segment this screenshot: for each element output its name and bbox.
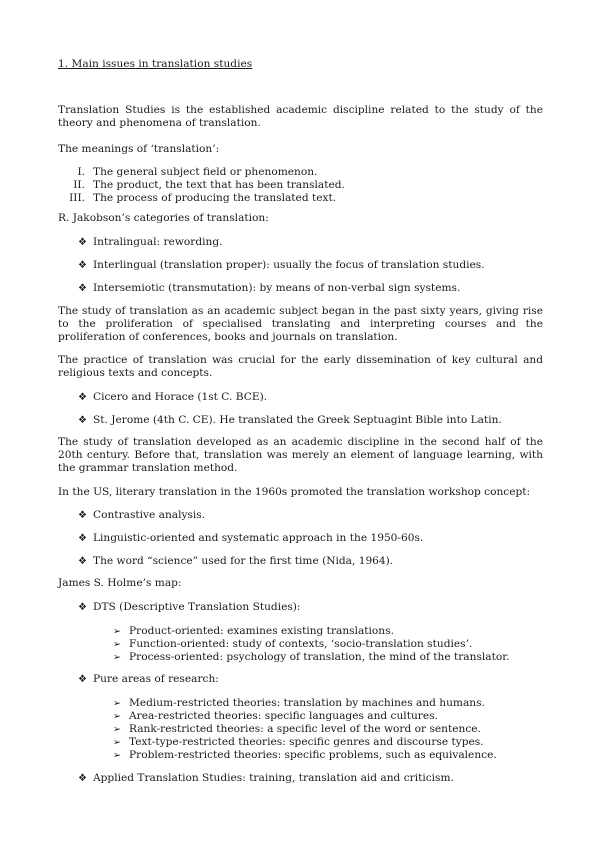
arrow-bullet-icon: ➢: [113, 698, 121, 709]
list-item: [78, 282, 548, 295]
meaning-text: The product, the text that has been translated.: [93, 179, 345, 191]
diamond-bullet-icon: ❖: [78, 283, 87, 294]
sub-list-item: [113, 638, 553, 651]
list-item-text: St. Jerome (4th C. CE). He translated the Greek Septuagint Bible into Latin.: [93, 414, 502, 426]
meaning-item: [58, 166, 543, 179]
sub-list-item-text: Process-oriented: psychology of translation, the mind of the translator.: [129, 651, 510, 663]
developed-paragraph: The study of translation developed as an academic discipline in the second half of the 20th century. Before that, translation was merely an element of language learning, with the grammar translation method.: [58, 436, 543, 474]
diamond-bullet-icon: ❖: [78, 602, 87, 613]
sub-list-item: [113, 710, 553, 723]
diamond-bullet-icon: ❖: [78, 773, 87, 784]
sub-list-item-text: Area-restricted theories: specific languages and cultures.: [129, 710, 438, 722]
diamond-bullet-icon: ❖: [78, 260, 87, 271]
list-item-text: Pure areas of research:: [93, 673, 219, 685]
arrow-bullet-icon: ➢: [113, 639, 121, 650]
list-item: [78, 673, 548, 686]
roman-numeral: III.: [69, 192, 85, 204]
meanings-label: The meanings of ‘translation’:: [58, 143, 220, 155]
sub-list-item: [113, 749, 553, 762]
list-item-text: Linguistic-oriented and systematic approach in the 1950-60s.: [93, 532, 424, 544]
list-item: [78, 509, 548, 522]
arrow-bullet-icon: ➢: [113, 737, 121, 748]
list-item: [78, 236, 548, 249]
sub-list-item: [113, 625, 553, 638]
sub-list-item-text: Function-oriented: study of contexts, ‘socio-translation studies’.: [129, 638, 473, 650]
meaning-item: [58, 179, 543, 192]
arrow-bullet-icon: ➢: [113, 652, 121, 663]
meaning-item: [58, 192, 543, 205]
sub-list-item-text: Problem-restricted theories: specific problems, such as equivalence.: [129, 749, 497, 761]
list-item-text: Intralingual: rewording.: [93, 236, 223, 248]
sub-list-item-text: Product-oriented: examines existing translations.: [129, 625, 394, 637]
list-item: [78, 532, 548, 545]
meaning-text: The process of producing the translated text.: [93, 192, 337, 204]
list-item-text: Interlingual (translation proper): usually the focus of translation studies.: [93, 259, 485, 271]
list-item-text: Contrastive analysis.: [93, 509, 206, 521]
diamond-bullet-icon: ❖: [78, 674, 87, 685]
diamond-bullet-icon: ❖: [78, 237, 87, 248]
list-item-text: Intersemiotic (transmutation): by means of non-verbal sign systems.: [93, 282, 461, 294]
arrow-bullet-icon: ➢: [113, 711, 121, 722]
diamond-bullet-icon: ❖: [78, 556, 87, 567]
list-item-text: Cicero and Horace (1st C. BCE).: [93, 391, 268, 403]
sub-list-item-text: Text-type-restricted theories: specific genres and discourse types.: [129, 736, 484, 748]
sub-list-item: [113, 736, 553, 749]
list-item: [78, 414, 548, 427]
holmes-label: James S. Holme’s map:: [58, 577, 182, 589]
list-item-text: Applied Translation Studies: training, translation aid and criticism.: [93, 772, 454, 784]
list-item-text: The word “science” used for the first time (Nida, 1964).: [93, 555, 394, 567]
roman-numeral: I.: [77, 166, 85, 178]
study-paragraph: The study of translation as an academic subject began in the past sixty years, giving rise to the proliferation of specialised translating and interpreting courses and the proliferation of conferences, books and journals on translation.: [58, 305, 543, 343]
diamond-bullet-icon: ❖: [78, 533, 87, 544]
diamond-bullet-icon: ❖: [78, 510, 87, 521]
sub-list-item: [113, 723, 553, 736]
jakobson-label: R. Jakobson’s categories of translation:: [58, 212, 269, 224]
sub-list-item: [113, 651, 553, 664]
list-item: [78, 772, 548, 785]
sub-list-item-text: Medium-restricted theories: translation by machines and humans.: [129, 697, 485, 709]
sub-list-item: [113, 697, 553, 710]
list-item: [78, 601, 548, 614]
list-item: [78, 555, 548, 568]
list-item: [78, 259, 548, 272]
sub-list-item-text: Rank-restricted theories: a specific level of the word or sentence.: [129, 723, 481, 735]
section-heading: 1. Main issues in translation studies: [58, 58, 253, 70]
intro-paragraph: Translation Studies is the established academic discipline related to the study of the theory and phenomena of translation.: [58, 104, 543, 129]
list-item: [78, 391, 548, 404]
diamond-bullet-icon: ❖: [78, 415, 87, 426]
arrow-bullet-icon: ➢: [113, 626, 121, 637]
diamond-bullet-icon: ❖: [78, 392, 87, 403]
arrow-bullet-icon: ➢: [113, 724, 121, 735]
meaning-text: The general subject field or phenomenon.: [93, 166, 318, 178]
list-item-text: DTS (Descriptive Translation Studies):: [93, 601, 301, 613]
us-paragraph: In the US, literary translation in the 1960s promoted the translation workshop concept:: [58, 486, 531, 498]
roman-numeral: II.: [73, 179, 85, 191]
practice-paragraph: The practice of translation was crucial for the early dissemination of key cultural and religious texts and concepts.: [58, 354, 543, 379]
arrow-bullet-icon: ➢: [113, 750, 121, 761]
